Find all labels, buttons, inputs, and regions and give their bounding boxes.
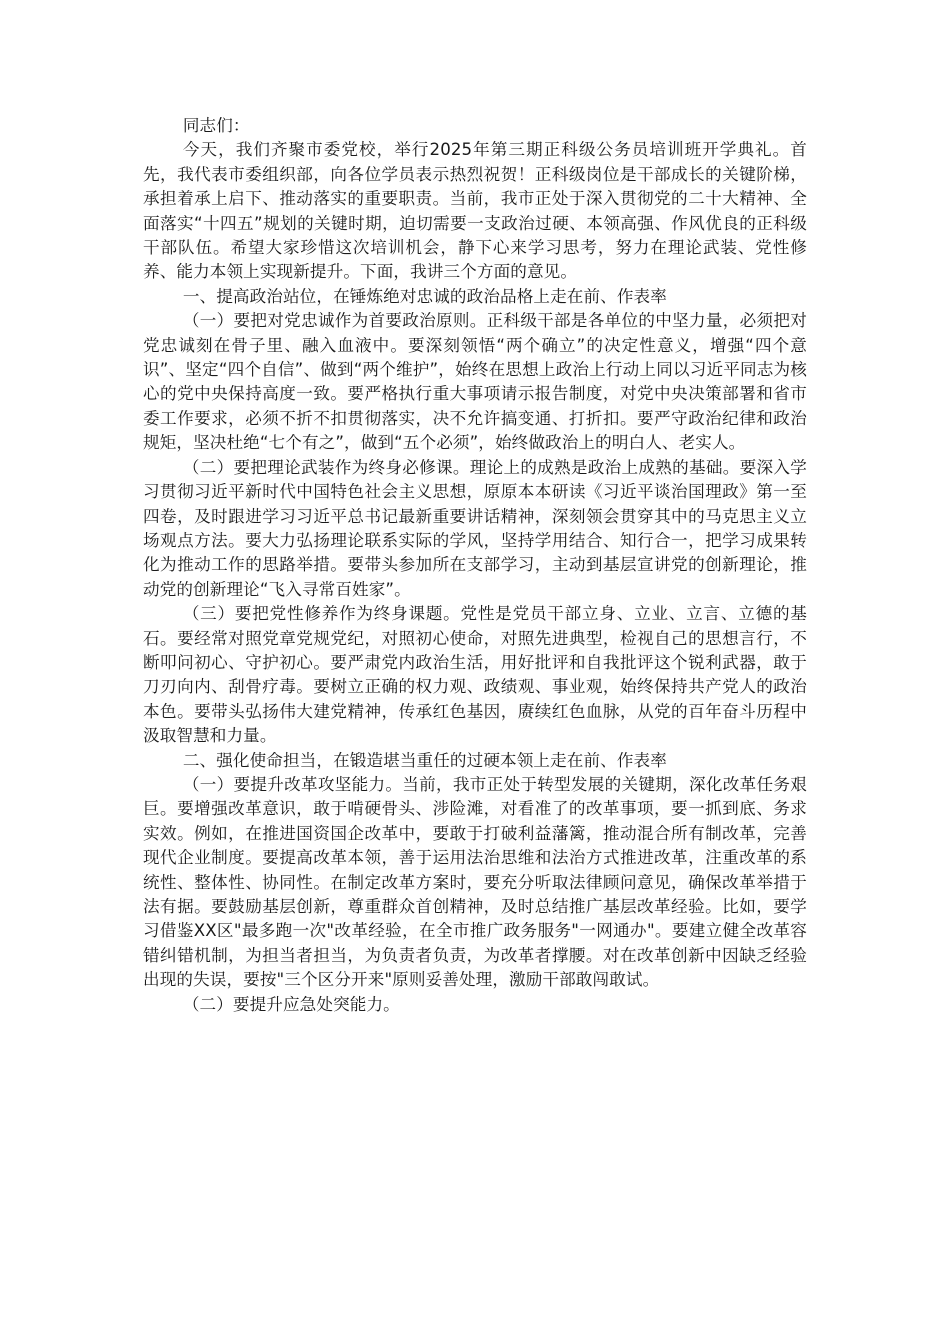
salutation: 同志们： xyxy=(182,116,250,135)
paragraph-1-1: （一）要把对党忠诚作为首要政治原则。正科级干部是各单位的中坚力量，必须把对党忠诚刻在骨子里、融入血液中。要深刻领悟“两个确立”的决定性意义，增强“四个意识”、坚定“四个自信”、做到“两个维护”，始终在思想上政治上行动上同以习近平同志为核心的党中央保持高度一致。要严格执行重大事项请示报告制度，对党中央决策部署和省市委工作要求，必须不折不扣贯彻落实，决不允许搞变通、打折扣。要严守政治纪律和政治规矩，坚决杜绝“七个有之”，做到“五个必须”，始终做政治上的明白人、老实人。 xyxy=(143,311,807,453)
section-heading-1: 一、提高政治站位，在锤炼绝对忠诚的政治品格上走在前、作表率 xyxy=(182,286,667,306)
document-body xyxy=(143,114,807,1017)
paragraph-1-2: （二）要把理论武装作为终身必修课。理论上的成熟是政治上成熟的基础。要深入学习贯彻习近平新时代中国特色社会主义思想，原原本本研读《习近平谈治国理政》第一至四卷，及时跟进学习习近平总书记最新重要讲话精神，深刻领会贯穿其中的马克思主义立场观点方法。要大力弘扬理论联系实际的学风，坚持学用结合、知行合一，把学习成果转化为推动工作的思路举措。要带头参加所在支部学习，主动到基层宣讲党的创新理论，推动党的创新理论“飞入寻常百姓家”。 xyxy=(143,457,807,599)
section-heading-2: 二、强化使命担当，在锻造堪当重任的过硬本领上走在前、作表率 xyxy=(182,750,667,770)
paragraph-2-1: （一）要提升改革攻坚能力。当前，我市正处于转型发展的关键期，深化改革任务艰巨。要增强改革意识，敢于啃硬骨头、涉险滩，对看准了的改革事项，要一抓到底、务求实效。例如，在推进国资国企改革中，要敢于打破利益藩篱，推动混合所有制改革，完善现代企业制度。要提高改革本领，善于运用法治思维和法治方式推进改革，注重改革的系统性、整体性、协同性。在制定改革方案时，要充分听取法律顾问意见，确保改革举措于法有据。要鼓励基层创新，尊重群众首创精神，及时总结推广基层改革经验。比如，要学习借鉴XX区"最多跑一次"改革经验，在全市推广政务服务"一网通办"。要建立健全改革容错纠错机制，为担当者担当，为负责者负责，为改革者撑腰。对在改革创新中因缺乏经验出现的失误，要按"三个区分开来"原则妥善处理，激励干部敢闯敢试。 xyxy=(143,774,807,990)
paragraph-intro: 今天，我们齐聚市委党校，举行2025年第三期正科级公务员培训班开学典礼。首先，我代表市委组织部，向各位学员表示热烈祝贺！正科级岗位是干部成长的关键阶梯，承担着承上启下、推动落实的重要职责。当前，我市正处于深入贯彻党的二十大精神、全面落实“十四五”规划的关键时期，迫切需要一支政治过硬、本领高强、作风优良的正科级干部队伍。希望大家珍惜这次培训机会，静下心来学习思考，努力在理论武装、党性修养、能力本领上实现新提升。下面，我讲三个方面的意见。 xyxy=(143,140,807,282)
paragraph-2-2: （二）要提升应急处突能力。 xyxy=(182,994,400,1014)
paragraph-1-3: （三）要把党性修养作为终身课题。党性是党员干部立身、立业、立言、立德的基石。要经常对照党章党规党纪，对照初心使命，对照先进典型，检视自己的思想言行，不断叩问初心、守护初心。要严肃党内政治生活，用好批评和自我批评这个锐利武器，敢于刀刃向内、刮骨疗毒。要树立正确的权力观、政绩观、事业观，始终保持共产党人的政治本色。要带头弘扬伟大建党精神，传承红色基因，赓续红色血脉，从党的百年奋斗历程中汲取智慧和力量。 xyxy=(143,604,807,746)
